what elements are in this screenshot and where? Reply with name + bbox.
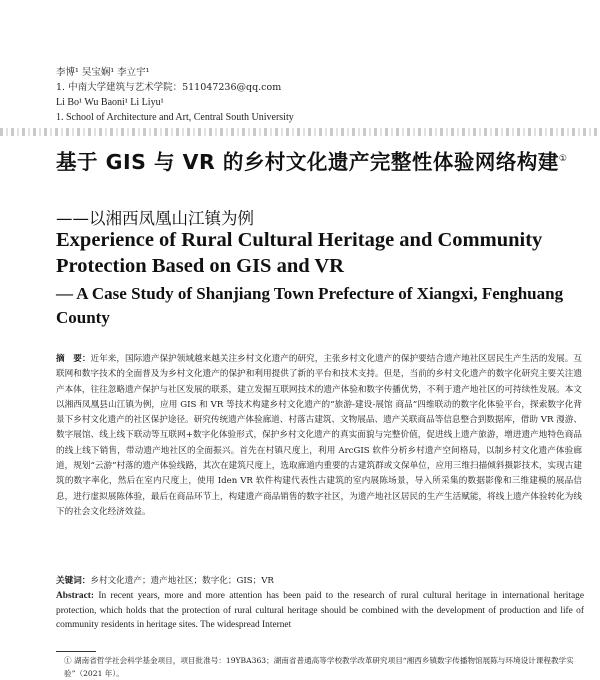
paper-title-chinese-text: 基于 GIS 与 VR 的乡村文化遗产完整性体验网络构建	[56, 149, 559, 174]
affiliation-chinese: 1. 中南大学建筑与艺术学院：511047236@qq.com	[56, 82, 282, 93]
paper-subtitle-chinese: ——以湘西凤凰山江镇为例	[56, 209, 254, 228]
title-footnote-mark: ①	[558, 154, 568, 164]
abstract-english	[56, 589, 584, 633]
footnote-rule	[56, 651, 96, 652]
authors-english: Li Bo¹ Wu Baoni¹ Li Liyu¹	[56, 97, 164, 108]
keywords-text: 乡村文化遗产；遗产地社区；数字化；GIS；VR	[90, 576, 274, 586]
keywords-label: 关键词：	[56, 576, 91, 586]
abstract-english-label: Abstract:	[56, 591, 95, 601]
keywords	[56, 574, 582, 586]
abstract-chinese	[56, 352, 582, 520]
paper-title-english: Experience of Rural Cultural Heritage and Community Protection Based on GIS and VR	[56, 229, 543, 277]
paper-title-chinese	[56, 145, 576, 177]
authors-chinese: 李博¹ 吴宝娴¹ 李立宇¹	[56, 67, 150, 78]
footnote: ① 湖南省哲学社会科学基金项目，项目批准号：19YBA363；湖南省普通高等学校教学改革研究项目“湘西乡镇数字传播物馆展陈与环境设计课程教学实验”（2021 年）。	[64, 656, 574, 678]
abstract-label: 摘 要：	[56, 354, 91, 364]
scan-artifact-line	[0, 128, 600, 136]
abstract-chinese-text: 近年来，国际遗产保护领域越来越关注乡村文化遗产的研究，主张乡村文化遗产的保护要结合遗产地社区居民生产生活的发展。互联网和数字技术的全面普及为乡村文化遗产的保护和利用提供了新的平台和技术支持。但是，当前的乡村文化遗产的数字化研究主要关注遗产本体，往往忽略遗产保护与社区发展的联系，建立发掘互联网技术的遗产体验和数字传播优势，不利于遗产地社区的可持续性发展。本文以湘西凤凰县山江镇为例，应用 GIS 和 VR 等技术构建乡村文化遗产的“旅游-建设-展馆 商品”四维联动的数字化体验平台，探索数字化背景下乡村文化遗产的社区保护途径。研究传统遗产体验廊道、村落古建筑、文物展品、遗产关联商品等信息整合到数据库，借助 VR 漫游、数字展馆、线上线下联动等互联网+数字化体验形式，保护乡村文化遗产的真实面貌与完整价值，促进线上遗产旅游，增进遗产地特色商品的线上线下销售，带动遗产地社区的全面振兴。首先在村镇尺度上，利用 ArcGIS 软件分析乡村遗产空间格局，以制乡村文化遗产体验廊道，规划“云游”村落的遗产体验线路，其次在建筑尺度上，选取廊道内重要的古建筑群或文保单位，应用三维扫描倾斜摄影技术，实现古建筑的数字率化，然后在室内尺度上，使用 Iden VR 软件构建代表性古建筑的室内展陈场景，导入所采集的数据影像和三维建模的展品信息，进行虚拟展陈体验，最后在商品环节上，构建遗产商品销售的数字社区，为遗产地社区居民的生产生活赋能，将线上遗产体验转化为线下的社会文化经济效益。	[56, 354, 582, 517]
paper-subtitle-english: — A Case Study of Shanjiang Town Prefecture of Xiangxi, Fenghuang County	[56, 284, 564, 327]
abstract-english-text: In recent years, more and more attention has been paid to the research of rural cultural heritage in international heritage protection, which holds that the protection of rural cultural heritage should be combined with the development of production and life of community residents in heritage sites. The widespread Internet	[56, 591, 584, 631]
affiliation-english: 1. School of Architecture and Art, Central South University	[56, 112, 294, 123]
